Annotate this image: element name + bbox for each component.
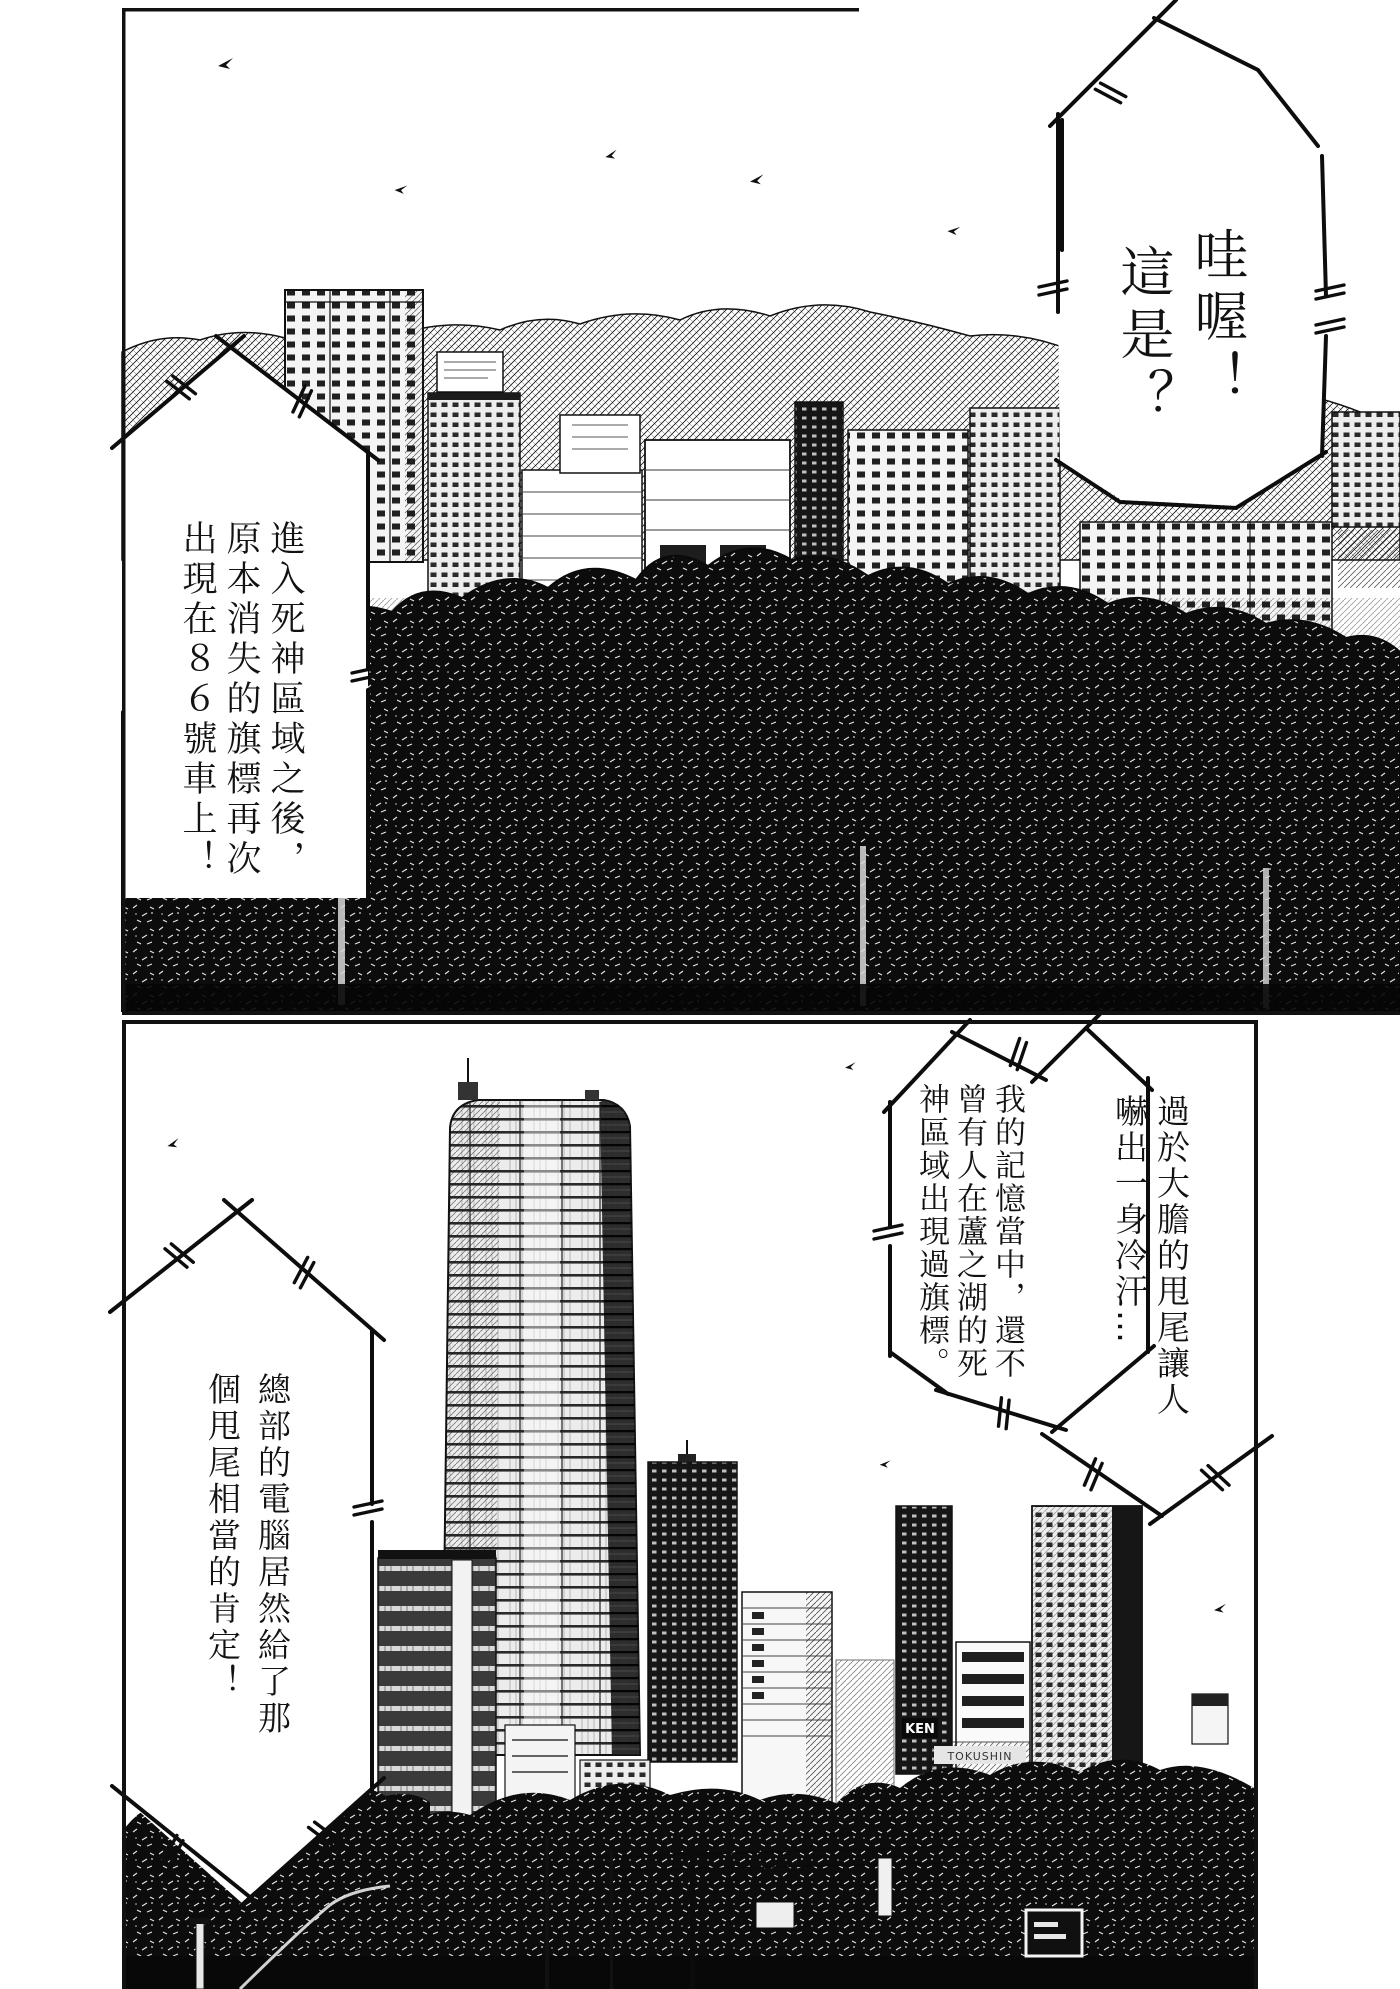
- panel-1-border-left: [122, 8, 126, 1015]
- speech-text-column: 嚇出一身冷汗…: [1110, 1094, 1149, 1346]
- speech-text-column: 出現在８６號車上！: [177, 520, 217, 880]
- speech-text-column: 過於大膽的甩尾讓人: [1152, 1094, 1191, 1418]
- speech-text-column: 哇喔！: [1186, 226, 1249, 412]
- speech-text-column: 總部的電腦居然給了那: [253, 1372, 292, 1737]
- speech-text-column: 神區域出現過旗標。: [913, 1083, 949, 1380]
- speech-text-column: 我的記憶當中，還不: [989, 1083, 1025, 1380]
- speech-bubble-memory-text: [913, 1083, 1025, 1380]
- panel-1-border-top: [122, 8, 859, 12]
- speech-text-column: 進入死神區域之後，: [265, 520, 305, 880]
- building-billboard: [437, 352, 503, 392]
- speech-bubble-drift-text: [1110, 1094, 1191, 1418]
- speech-text-column: 個甩尾相當的肯定！: [203, 1372, 242, 1701]
- left-slab-building: [378, 1558, 496, 1834]
- bird-icon: [947, 225, 960, 236]
- speech-bubble-hq-text: [203, 1372, 292, 1737]
- panel-2-border-top: [122, 1020, 1258, 1024]
- sign-text-ken: KEN: [905, 1722, 935, 1737]
- bird-icon: [1214, 1604, 1226, 1613]
- bird-icon: [167, 1138, 180, 1148]
- bird-icon: [879, 1459, 890, 1468]
- speech-text-column: 原本消失的旗標再次: [221, 520, 261, 880]
- bird-icon: [218, 58, 233, 69]
- speech-text-column: 這是？: [1112, 244, 1175, 430]
- speech-text-column: 曾有人在蘆之湖的死: [951, 1083, 987, 1380]
- panel-2-border-left: [122, 1020, 126, 1989]
- panel-2-border-right: [1254, 1020, 1258, 1989]
- bird-icon: [605, 150, 618, 160]
- speech-bubble-wow-text: [1112, 226, 1249, 430]
- street-lamp: [196, 1922, 204, 1989]
- bird-icon: [845, 1062, 856, 1070]
- speech-bubble-flag-text: [177, 520, 305, 880]
- bird-icon: [394, 184, 407, 194]
- sign-text-tokushin: TOKUSHIN: [947, 1750, 1013, 1763]
- bird-icon: [750, 174, 764, 184]
- road-sign: [1026, 1910, 1082, 1956]
- shop-sign: [756, 1902, 794, 1928]
- utility-pole: [690, 1842, 695, 1989]
- panel-1-border-bottom: [122, 1011, 1400, 1015]
